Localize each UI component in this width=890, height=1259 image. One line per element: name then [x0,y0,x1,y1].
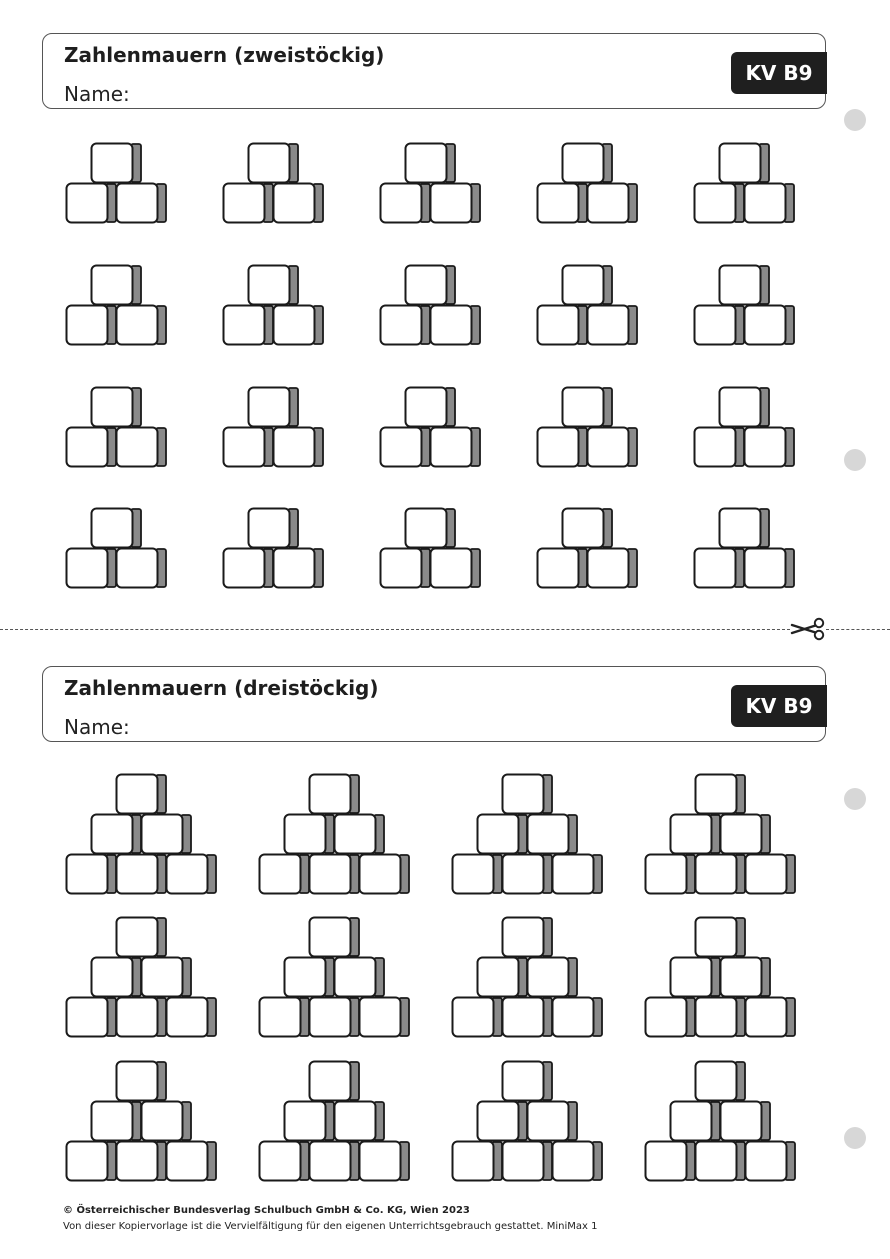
brick-face [260,1142,301,1181]
brick-face [92,388,133,427]
wall-3-r1-c3-brick-l3-1[interactable] [503,775,553,814]
wall-3-r3-c3-brick-l2-1[interactable] [478,1102,528,1141]
wall-3-r1-c2-brick-l2-1[interactable] [285,815,335,854]
wall-3-r2-c4-brick-l2-2[interactable] [721,958,771,997]
brick-face [92,815,133,854]
wall-3-r2-c4-brick-l3-1[interactable] [696,918,746,957]
brick-face [745,184,786,223]
wall-2-r4-c3-brick-l1-1[interactable] [381,549,431,588]
wall-2-r3-c3-brick-l1-1[interactable] [381,428,431,467]
wall-2-r4-c5-brick-l2-1[interactable] [720,509,770,548]
wall-3-r1-c3-brick-l2-1[interactable] [478,815,528,854]
brick-face [720,266,761,305]
brick-face [696,855,737,894]
brick-face [646,1142,687,1181]
brick-face [563,266,604,305]
wall-3-r3-c2-brick-l1-1[interactable] [260,1142,310,1181]
wall-3-r2-c1-brick-l1-1[interactable] [67,998,117,1037]
brick-face [528,958,569,997]
wall-3-r2-c2-brick-l1-1[interactable] [260,998,310,1037]
wall-2-r4-c4-brick-l2-1[interactable] [563,509,613,548]
name-label-top: Name: [64,82,130,106]
wall-2-r2-c2-brick-l1-2[interactable] [274,306,324,345]
brick-face [503,1142,544,1181]
wall-3-r2-c4-brick-l1-2[interactable] [696,998,746,1037]
wall-2-r3-c5-brick-l1-2[interactable] [745,428,795,467]
brick-face [67,549,108,588]
wall-3-r3-c1-brick-l1-1[interactable] [67,1142,117,1181]
brick-face [310,1142,351,1181]
wall-3-r1-c1-brick-l2-1[interactable] [92,815,142,854]
brick-face [381,306,422,345]
wall-2-r4-c3-brick-l2-1[interactable] [406,509,456,548]
brick-face [167,855,208,894]
wall-2-r2-c2-brick-l1-1[interactable] [224,306,274,345]
brick-face [588,184,629,223]
brick-face [67,1142,108,1181]
wall-3-r2-c3-brick-l3-1[interactable] [503,918,553,957]
wall-3-r3-c3-brick-l1-3[interactable] [553,1142,603,1181]
brick-face [310,775,351,814]
brick-face [285,1102,326,1141]
brick-face [406,266,447,305]
wall-3-r3-c4-brick-l3-1[interactable] [696,1062,746,1101]
wall-3-r2-c4-brick-l1-3[interactable] [746,998,796,1037]
brick-face [478,815,519,854]
brick-face [260,998,301,1037]
wall-2-r1-c2-brick-l1-2[interactable] [274,184,324,223]
wall-3-r1-c2-brick-l3-1[interactable] [310,775,360,814]
brick-face [117,998,158,1037]
wall-2-r2-c4-brick-l2-1[interactable] [563,266,613,305]
brick-face [720,144,761,183]
brick-face [406,388,447,427]
brick-face [746,998,787,1037]
brick-face [249,144,290,183]
brick-face [538,428,579,467]
brick-face [117,775,158,814]
wall-3-r3-c1-brick-l2-2[interactable] [142,1102,192,1141]
wall-3-r1-c3-brick-l1-3[interactable] [553,855,603,894]
wall-2-r4-c2-brick-l1-1[interactable] [224,549,274,588]
brick-face [117,1142,158,1181]
name-label-bottom: Name: [64,715,130,739]
wall-2-r3-c2-brick-l1-1[interactable] [224,428,274,467]
brick-face [92,266,133,305]
brick-face [92,1102,133,1141]
brick-face [142,815,183,854]
wall-2-r4-c5-brick-l1-2[interactable] [745,549,795,588]
wall-2-r4-c1-brick-l2-1[interactable] [92,509,142,548]
wall-2-r1-c5-brick-l1-1[interactable] [695,184,745,223]
brick-face [453,1142,494,1181]
brick-face [431,184,472,223]
wall-2-r1-c1-brick-l2-1[interactable] [92,144,142,183]
brick-face [92,509,133,548]
wall-2-r3-c1-brick-l1-1[interactable] [67,428,117,467]
brick-face [381,184,422,223]
brick-face [310,998,351,1037]
brick-face [92,144,133,183]
brick-face [431,428,472,467]
brick-face [117,918,158,957]
wall-3-r1-c4-brick-l1-1[interactable] [646,855,696,894]
wall-3-r2-c3-brick-l2-2[interactable] [528,958,578,997]
brick-face [360,855,401,894]
wall-3-r2-c1-brick-l2-2[interactable] [142,958,192,997]
worksheet-title-bottom: Zahlenmauern (dreistöckig) [64,676,379,700]
wall-2-r1-c5-brick-l1-2[interactable] [745,184,795,223]
wall-3-r3-c4-brick-l1-1[interactable] [646,1142,696,1181]
wall-3-r2-c3-brick-l1-1[interactable] [453,998,503,1037]
wall-3-r3-c4-brick-l1-3[interactable] [746,1142,796,1181]
brick-face [646,855,687,894]
brick-face [360,998,401,1037]
brick-face [538,549,579,588]
wall-2-r3-c4-brick-l1-2[interactable] [588,428,638,467]
brick-face [563,509,604,548]
wall-3-r1-c3-brick-l2-2[interactable] [528,815,578,854]
brick-face [274,549,315,588]
wall-2-r1-c4-brick-l1-1[interactable] [538,184,588,223]
wall-3-r1-c1-brick-l1-1[interactable] [67,855,117,894]
wall-2-r3-c3-brick-l1-2[interactable] [431,428,481,467]
brick-face [553,855,594,894]
brick-face [696,775,737,814]
brick-face [553,998,594,1037]
brick-face [142,1102,183,1141]
wall-2-r3-c4-brick-l1-1[interactable] [538,428,588,467]
wall-3-r1-c4-brick-l2-1[interactable] [671,815,721,854]
wall-3-r1-c2-brick-l2-2[interactable] [335,815,385,854]
brick-face [563,144,604,183]
brick-face [381,549,422,588]
wall-2-r2-c5-brick-l1-1[interactable] [695,306,745,345]
brick-face [696,918,737,957]
wall-2-r3-c5-brick-l1-1[interactable] [695,428,745,467]
brick-face [695,549,736,588]
brick-face [503,855,544,894]
brick-face [695,428,736,467]
wall-2-r2-c5-brick-l1-2[interactable] [745,306,795,345]
brick-face [528,815,569,854]
brick-face [696,1142,737,1181]
wall-2-r4-c2-brick-l2-1[interactable] [249,509,299,548]
wall-2-r1-c3-brick-l1-2[interactable] [431,184,481,223]
brick-face [453,998,494,1037]
wall-3-r1-c2-brick-l1-2[interactable] [310,855,360,894]
wall-2-r3-c1-brick-l1-2[interactable] [117,428,167,467]
wall-2-r2-c3-brick-l2-1[interactable] [406,266,456,305]
brick-face [431,306,472,345]
brick-face [695,306,736,345]
brick-face [274,306,315,345]
brick-face [117,428,158,467]
wall-3-r2-c1-brick-l1-2[interactable] [117,998,167,1037]
brick-face [538,184,579,223]
wall-3-r1-c2-brick-l1-3[interactable] [360,855,410,894]
brick-face [249,266,290,305]
wall-3-r1-c4-brick-l3-1[interactable] [696,775,746,814]
wall-3-r2-c4-brick-l1-1[interactable] [646,998,696,1037]
brick-face [553,1142,594,1181]
brick-face [503,775,544,814]
brick-face [117,549,158,588]
brick-face [720,509,761,548]
wall-2-r2-c3-brick-l1-2[interactable] [431,306,481,345]
wall-3-r3-c2-brick-l2-2[interactable] [335,1102,385,1141]
wall-2-r1-c4-brick-l1-2[interactable] [588,184,638,223]
wall-3-r2-c3-brick-l2-1[interactable] [478,958,528,997]
brick-face [142,958,183,997]
wall-2-r3-c2-brick-l2-1[interactable] [249,388,299,427]
wall-3-r1-c1-brick-l3-1[interactable] [117,775,167,814]
wall-3-r2-c4-brick-l2-1[interactable] [671,958,721,997]
wall-3-r2-c2-brick-l1-2[interactable] [310,998,360,1037]
wall-3-r1-c4-brick-l1-2[interactable] [696,855,746,894]
wall-3-r3-c4-brick-l1-2[interactable] [696,1142,746,1181]
brick-face [310,1062,351,1101]
wall-3-r3-c4-brick-l2-1[interactable] [671,1102,721,1141]
brick-face [745,306,786,345]
brick-face [249,509,290,548]
brick-face [67,184,108,223]
brick-face [224,306,265,345]
brick-face [67,428,108,467]
wall-3-r3-c3-brick-l3-1[interactable] [503,1062,553,1101]
wall-3-r2-c1-brick-l1-3[interactable] [167,998,217,1037]
wall-2-r1-c3-brick-l2-1[interactable] [406,144,456,183]
brick-face [167,998,208,1037]
kv-badge-top: KV B9 [731,52,827,94]
wall-3-r2-c3-brick-l1-2[interactable] [503,998,553,1037]
brick-face [335,958,376,997]
brick-face [260,855,301,894]
brick-face [167,1142,208,1181]
brick-face [285,958,326,997]
wall-2-r2-c1-brick-l1-2[interactable] [117,306,167,345]
wall-3-r3-c3-brick-l1-1[interactable] [453,1142,503,1181]
brick-face [117,184,158,223]
brick-face [646,998,687,1037]
brick-face [563,388,604,427]
brick-face [406,509,447,548]
wall-2-r2-c2-brick-l2-1[interactable] [249,266,299,305]
wall-3-r2-c1-brick-l3-1[interactable] [117,918,167,957]
brick-face [588,549,629,588]
wall-2-r1-c1-brick-l1-2[interactable] [117,184,167,223]
wall-2-r4-c3-brick-l1-2[interactable] [431,549,481,588]
brick-face [285,815,326,854]
wall-3-r1-c4-brick-l2-2[interactable] [721,815,771,854]
wall-3-r3-c1-brick-l3-1[interactable] [117,1062,167,1101]
brick-face [224,549,265,588]
brick-face [92,958,133,997]
brick-face [224,184,265,223]
brick-face [721,815,762,854]
brick-face [721,958,762,997]
wall-2-r4-c1-brick-l1-2[interactable] [117,549,167,588]
brick-face [528,1102,569,1141]
wall-2-r2-c1-brick-l2-1[interactable] [92,266,142,305]
wall-3-r3-c1-brick-l1-2[interactable] [117,1142,167,1181]
brick-face [720,388,761,427]
brick-face [745,549,786,588]
wall-2-r3-c4-brick-l2-1[interactable] [563,388,613,427]
wall-3-r1-c1-brick-l1-3[interactable] [167,855,217,894]
wall-3-r1-c1-brick-l1-2[interactable] [117,855,167,894]
brick-face [67,998,108,1037]
wall-3-r1-c4-brick-l1-3[interactable] [746,855,796,894]
brick-face [721,1102,762,1141]
brick-face [745,428,786,467]
brick-face [478,958,519,997]
wall-2-r3-c5-brick-l2-1[interactable] [720,388,770,427]
brick-face [335,1102,376,1141]
wall-3-r2-c3-brick-l1-3[interactable] [553,998,603,1037]
wall-3-r2-c2-brick-l2-1[interactable] [285,958,335,997]
brick-face [503,918,544,957]
brick-face [67,306,108,345]
brick-face [478,1102,519,1141]
wall-2-r4-c1-brick-l1-1[interactable] [67,549,117,588]
wall-3-r3-c2-brick-l1-2[interactable] [310,1142,360,1181]
wall-2-r2-c4-brick-l1-1[interactable] [538,306,588,345]
brick-face [746,855,787,894]
wall-3-r2-c2-brick-l1-3[interactable] [360,998,410,1037]
brick-face [249,388,290,427]
wall-2-r1-c3-brick-l1-1[interactable] [381,184,431,223]
brick-face [117,1062,158,1101]
brick-face [67,855,108,894]
wall-2-r1-c5-brick-l2-1[interactable] [720,144,770,183]
wall-3-r3-c3-brick-l2-2[interactable] [528,1102,578,1141]
brick-face [538,306,579,345]
brick-face [696,998,737,1037]
wall-2-r4-c5-brick-l1-1[interactable] [695,549,745,588]
wall-3-r3-c4-brick-l2-2[interactable] [721,1102,771,1141]
wall-2-r4-c4-brick-l1-2[interactable] [588,549,638,588]
brick-face [696,1062,737,1101]
brick-face [503,1062,544,1101]
brick-face [671,958,712,997]
wall-2-r1-c1-brick-l1-1[interactable] [67,184,117,223]
brick-face [503,998,544,1037]
kv-badge-bottom: KV B9 [731,685,827,727]
wall-3-r1-c2-brick-l1-1[interactable] [260,855,310,894]
wall-3-r3-c1-brick-l2-1[interactable] [92,1102,142,1141]
wall-2-r2-c1-brick-l1-1[interactable] [67,306,117,345]
brick-face [274,428,315,467]
brick-face [671,1102,712,1141]
wall-3-r3-c3-brick-l1-2[interactable] [503,1142,553,1181]
wall-3-r2-c2-brick-l3-1[interactable] [310,918,360,957]
wall-2-r3-c2-brick-l1-2[interactable] [274,428,324,467]
brick-face [310,918,351,957]
wall-2-r1-c2-brick-l2-1[interactable] [249,144,299,183]
brick-face [671,815,712,854]
wall-2-r4-c2-brick-l1-2[interactable] [274,549,324,588]
brick-face [746,1142,787,1181]
brick-face [360,1142,401,1181]
wall-2-r2-c3-brick-l1-1[interactable] [381,306,431,345]
brick-face [381,428,422,467]
brick-face [224,428,265,467]
brick-face [310,855,351,894]
wall-2-r2-c5-brick-l2-1[interactable] [720,266,770,305]
brick-face [117,306,158,345]
wall-2-r3-c3-brick-l2-1[interactable] [406,388,456,427]
brick-face [695,184,736,223]
wall-3-r3-c2-brick-l2-1[interactable] [285,1102,335,1141]
brick-face [453,855,494,894]
worksheet-title-top: Zahlenmauern (zweistöckig) [64,43,385,67]
wall-3-r3-c2-brick-l1-3[interactable] [360,1142,410,1181]
wall-2-r3-c1-brick-l2-1[interactable] [92,388,142,427]
brick-face [588,428,629,467]
brick-face [431,549,472,588]
wall-3-r1-c3-brick-l1-1[interactable] [453,855,503,894]
footer-copyright: © Österreichischer Bundesverlag Schulbuch GmbH & Co. KG, Wien 2023 [63,1205,470,1216]
brick-face [588,306,629,345]
wall-3-r2-c2-brick-l2-2[interactable] [335,958,385,997]
brick-face [406,144,447,183]
wall-3-r1-c1-brick-l2-2[interactable] [142,815,192,854]
wall-2-r4-c4-brick-l1-1[interactable] [538,549,588,588]
brick-face [117,855,158,894]
brick-face [335,815,376,854]
wall-2-r2-c4-brick-l1-2[interactable] [588,306,638,345]
wall-3-r1-c3-brick-l1-2[interactable] [503,855,553,894]
wall-3-r2-c1-brick-l2-1[interactable] [92,958,142,997]
wall-2-r1-c2-brick-l1-1[interactable] [224,184,274,223]
brick-face [274,184,315,223]
footer-note: Von dieser Kopiervorlage ist die Vervielfältigung für den eigenen Unterrichtsgebrauch gestattet. MiniMax 1 [63,1221,598,1232]
wall-3-r3-c2-brick-l3-1[interactable] [310,1062,360,1101]
wall-3-r3-c1-brick-l1-3[interactable] [167,1142,217,1181]
wall-2-r1-c4-brick-l2-1[interactable] [563,144,613,183]
